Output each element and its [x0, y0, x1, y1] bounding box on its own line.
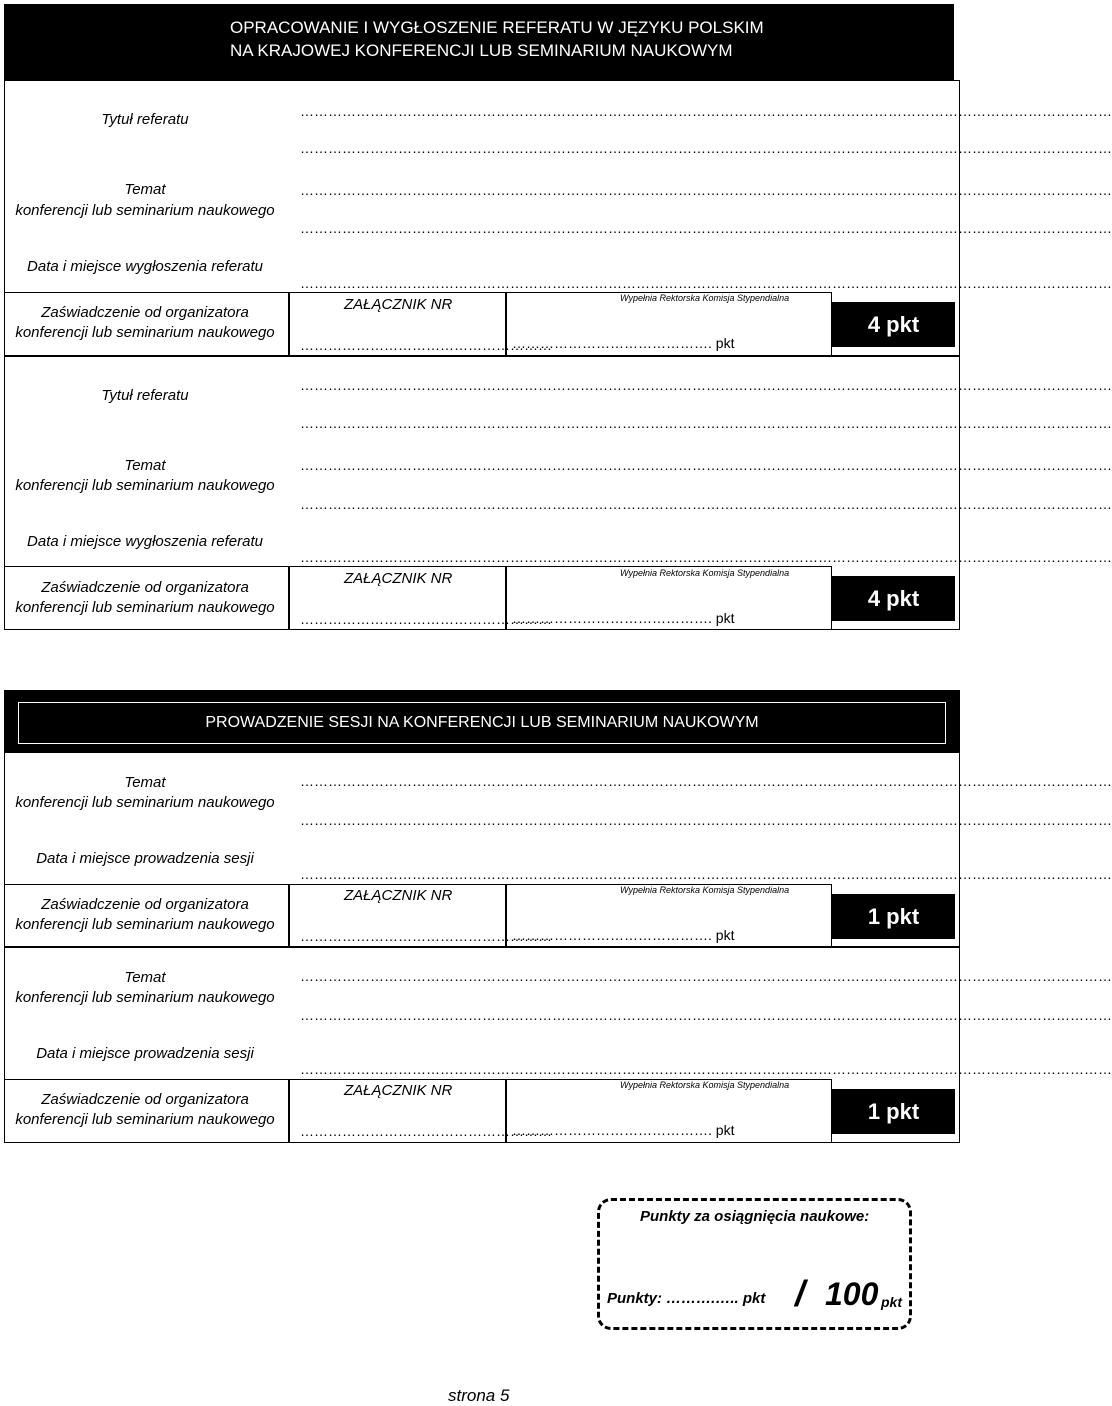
- data-wyg-line[interactable]: …………………………………………………………………………………………………………………………………………………………: [300, 549, 1112, 565]
- zasw-label-2: konferencji lub seminarium naukowego: [15, 599, 275, 616]
- zalacznik-label: ZAŁĄCZNIK NR: [344, 887, 453, 904]
- zasw-label-2: konferencji lub seminarium naukowego: [15, 1111, 275, 1128]
- points-badge: 1 pkt: [832, 1089, 955, 1134]
- points-badge: 1 pkt: [832, 894, 955, 939]
- data-wyg-label: Data i miejsce wygłoszenia referatu: [27, 533, 263, 550]
- tytul-label: Tytuł referatu: [101, 111, 189, 128]
- komisja-pkt-field[interactable]: ……………………………………. pkt: [512, 1122, 735, 1138]
- points-badge: 4 pkt: [832, 302, 955, 347]
- komisja-note: Wypełnia Rektorska Komisja Stypendialna: [620, 1080, 790, 1090]
- zasw-label: Zaświadczenie od organizatora: [41, 304, 249, 321]
- data-prow-label: Data i miejsce prowadzenia sesji: [36, 850, 254, 867]
- zalacznik-nr-field[interactable]: ………………………………………………: [300, 1123, 552, 1139]
- temat-label-2: konferencji lub seminarium naukowego: [15, 477, 275, 494]
- points-badge: 4 pkt: [832, 576, 955, 621]
- tytul-line-2[interactable]: …………………………………………………………………………………………………………………………………………………………: [300, 415, 1112, 431]
- temat-line-1[interactable]: …………………………………………………………………………………………………………………………………………………………: [300, 773, 1112, 789]
- komisja-pkt-field[interactable]: ……………………………………. pkt: [512, 927, 735, 943]
- temat-line-2[interactable]: …………………………………………………………………………………………………………………………………………………………: [300, 220, 1112, 236]
- summary-punkty-field[interactable]: Punkty: ……….….. pkt: [607, 1290, 766, 1307]
- summary-slash: /: [795, 1273, 806, 1314]
- zasw-label-2: konferencji lub seminarium naukowego: [15, 916, 275, 933]
- komisja-note: Wypełnia Rektorska Komisja Stypendialna: [620, 293, 790, 303]
- zasw-label: Zaświadczenie od organizatora: [41, 579, 249, 596]
- section-title-referat: [230, 16, 764, 62]
- zalacznik-label: ZAŁĄCZNIK NR: [344, 1082, 453, 1099]
- temat-label: Temat: [124, 969, 166, 986]
- zalacznik-label: ZAŁĄCZNIK NR: [344, 570, 453, 587]
- zalacznik-nr-field[interactable]: ………………………………………………: [300, 337, 552, 353]
- data-prow-label: Data i miejsce prowadzenia sesji: [36, 1045, 254, 1062]
- data-wyg-label: Data i miejsce wygłoszenia referatu: [27, 258, 263, 275]
- komisja-pkt-field[interactable]: ……………………………………. pkt: [512, 610, 735, 626]
- temat-label-2: konferencji lub seminarium naukowego: [15, 989, 275, 1006]
- temat-line-2[interactable]: …………………………………………………………………………………………………………………………………………………………: [300, 812, 1112, 828]
- tytul-line-2[interactable]: …………………………………………………………………………………………………………………………………………………………: [300, 140, 1112, 156]
- temat-line-1[interactable]: …………………………………………………………………………………………………………………………………………………………: [300, 457, 1112, 473]
- temat-label: Temat: [124, 181, 166, 198]
- komisja-note: Wypełnia Rektorska Komisja Stypendialna: [620, 568, 790, 578]
- zalacznik-nr-field[interactable]: ………………………………………………: [300, 928, 552, 944]
- temat-label: Temat: [124, 774, 166, 791]
- tytul-line-1[interactable]: …………………………………………………………………………………………………………………………………………………………: [300, 377, 1112, 393]
- data-prow-line[interactable]: …………………………………………………………………………………………………………………………………………………………: [300, 866, 1112, 882]
- tytul-line-1[interactable]: …………………………………………………………………………………………………………………………………………………………: [300, 103, 1112, 119]
- summary-title: Punkty za osiągnięcia naukowe:: [640, 1208, 870, 1225]
- summary-max: 100: [825, 1276, 879, 1312]
- tytul-label: Tytuł referatu: [101, 387, 189, 404]
- data-prow-line[interactable]: …………………………………………………………………………………………………………………………………………………………: [300, 1061, 1112, 1077]
- zasw-label: Zaświadczenie od organizatora: [41, 1091, 249, 1108]
- temat-label-2: konferencji lub seminarium naukowego: [15, 794, 275, 811]
- zasw-label: Zaświadczenie od organizatora: [41, 896, 249, 913]
- section-title-line1: OPRACOWANIE I WYGŁOSZENIE REFERATU W JĘZYKU POLSKIM: [230, 18, 764, 37]
- zasw-label-2: konferencji lub seminarium naukowego: [15, 324, 275, 341]
- temat-label: Temat: [124, 457, 166, 474]
- page-number: strona 5: [448, 1386, 510, 1405]
- zalacznik-nr-field[interactable]: ………………………………………………: [300, 611, 552, 627]
- summary-unit: pkt: [881, 1294, 902, 1310]
- komisja-pkt-field[interactable]: ……………………………………. pkt: [512, 335, 735, 351]
- section-title-sesja: PROWADZENIE SESJI NA KONFERENCJI LUB SEMINARIUM NAUKOWYM: [18, 702, 946, 744]
- data-wyg-line[interactable]: …………………………………………………………………………………………………………………………………………………………: [300, 275, 1112, 291]
- temat-line-2[interactable]: …………………………………………………………………………………………………………………………………………………………: [300, 1007, 1112, 1023]
- section-title-line2: NA KRAJOWEJ KONFERENCJI LUB SEMINARIUM NAUKOWYM: [230, 41, 733, 60]
- temat-line-1[interactable]: …………………………………………………………………………………………………………………………………………………………: [300, 182, 1112, 198]
- zalacznik-label: ZAŁĄCZNIK NR: [344, 296, 453, 313]
- komisja-note: Wypełnia Rektorska Komisja Stypendialna: [620, 885, 790, 895]
- temat-line-2[interactable]: …………………………………………………………………………………………………………………………………………………………: [300, 496, 1112, 512]
- temat-label-2: konferencji lub seminarium naukowego: [15, 202, 275, 219]
- temat-line-1[interactable]: …………………………………………………………………………………………………………………………………………………………: [300, 968, 1112, 984]
- section-header-sesja: [4, 690, 960, 752]
